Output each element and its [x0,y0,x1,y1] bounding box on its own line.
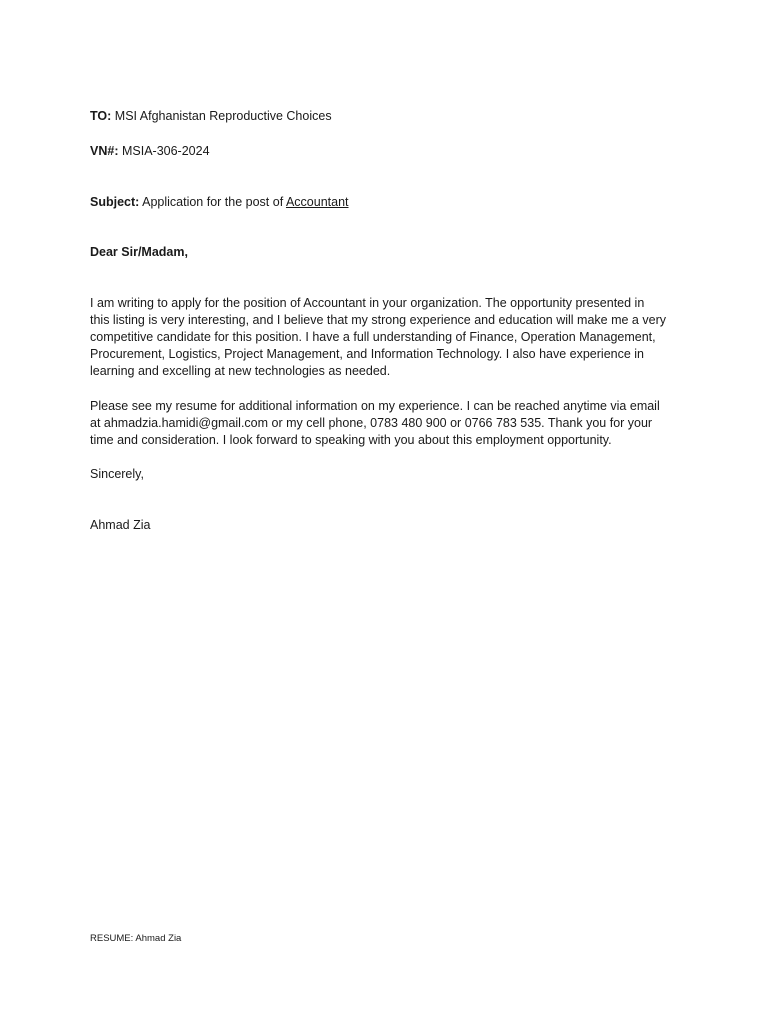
paragraph-1 [90,295,690,380]
page-footer: RESUME: Ahmad Zia [90,933,182,944]
paragraph-1-line: competitive candidate for this position. I have a full understanding of Finance, Operation Management, [90,330,656,344]
to-value: MSI Afghanistan Reproductive Choices [114,109,332,123]
paragraph-2 [90,398,690,449]
paragraph-1-line: Procurement, Logistics, Project Management, and Information Technology. I also have experience in [90,347,645,361]
subject-line [90,194,690,211]
paragraph-2-line: Please see my resume for additional information on my experience. I can be reached anytime via email [90,399,660,413]
subject-position: Accountant [285,195,349,209]
subject-label: Subject: [90,195,140,209]
signature-name: Ahmad Zia [90,518,151,532]
closing: Sincerely, [90,467,144,481]
recipient-line [90,108,690,125]
subject-text: Application for the post of [142,195,284,209]
vacancy-number-line [90,143,690,160]
paragraph-1-line: learning and excelling at new technologies as needed. [90,364,391,378]
to-label: TO: [90,109,112,123]
paragraph-2-line: time and consideration. I look forward to speaking with you about this employment opportunity. [90,433,612,447]
paragraph-1-line: I am writing to apply for the position of Accountant in your organization. The opportunity presented in [90,296,645,310]
paragraph-1-line: this listing is very interesting, and I believe that my strong experience and education will make me a very [90,313,666,327]
vn-label: VN#: [90,144,119,158]
paragraph-2-line: at ahmadzia.hamidi@gmail.com or my cell phone, 0783 480 900 or 0766 783 535. Thank you for your [90,416,653,430]
vn-value: MSIA-306-2024 [121,144,210,158]
salutation: Dear Sir/Madam, [90,245,188,259]
